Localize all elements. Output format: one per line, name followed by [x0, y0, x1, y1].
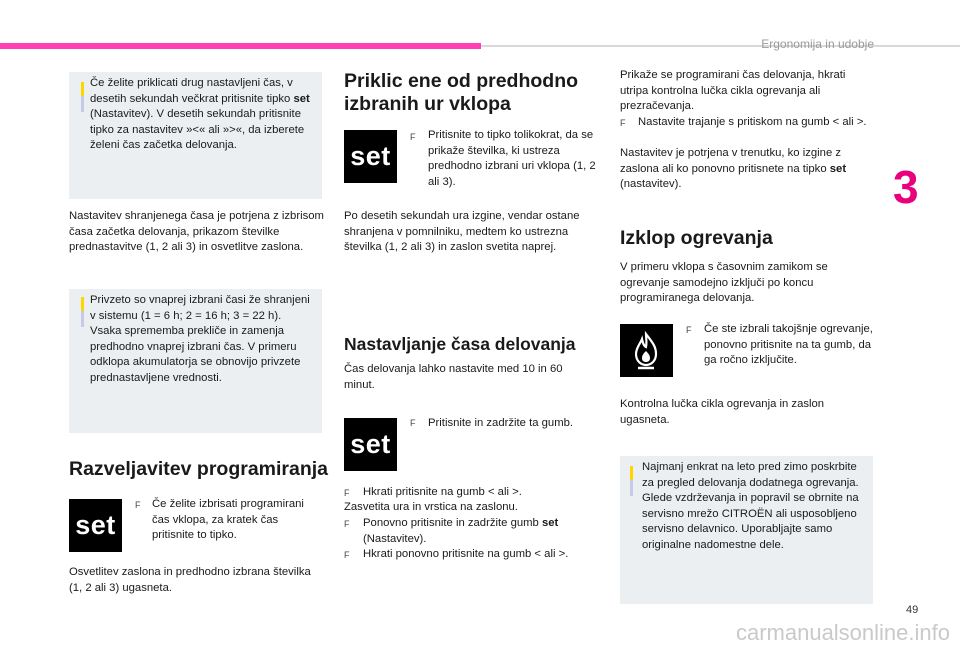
bullet-icon: F [620, 118, 626, 128]
set-label: set [350, 429, 391, 459]
note-text: Če želite priklicati drug nastavljeni čas, v desetih sekundah večkrat pritisnite tipko set (Nastavitev). V desetih sekundah pritisnite tipko za nastavitev »<« ali »>«, da izberete želeni čas začetka delovanja. [90, 77, 310, 151]
bullet-text-recall: Pritisnite to tipko tolikokrat, da se prikaže številka, ki ustreza predhodno izbrani uri vklopa (1, 2 ali 3). [428, 129, 596, 188]
bullet-set-duration: Nastavite trajanje s pritiskom na gumb < ali >. [638, 116, 867, 128]
flame-icon [620, 324, 673, 377]
paragraph-confirm: Nastavitev shranjenega časa je potrjena z izbrisom časa začetka delovanja, prikazom številke prednastavitve (1, 2 ali 3) in osvetlitve zaslona. [69, 210, 324, 253]
info-note-maintenance [620, 456, 873, 604]
paragraph-confirmed: Nastavitev je potrjena v trenutku, ko izgine z zaslona ali ko ponovno pritisnete na tipko set (nastavitev). [620, 147, 847, 190]
note-marker [630, 480, 633, 496]
set-button-icon: set [344, 130, 397, 183]
info-note-defaults [69, 289, 322, 433]
note-marker [81, 82, 84, 96]
paragraph-programmed-duration: Prikaže se programirani čas delovanja, hkrati utripa kontrolna lučka cikla ogrevanja ali prezračevanja. [620, 69, 846, 112]
section-title: Ergonomija in udobje [761, 37, 874, 51]
bullet-text-cancel: Če želite izbrisati programirani čas vklopa, za kratek čas pritisnite to tipko. [152, 498, 304, 541]
note-marker [630, 466, 633, 480]
note-marker [81, 96, 84, 112]
bullet-icon: F [410, 132, 416, 142]
note-marker [81, 311, 84, 327]
bullet-text-hold: Pritisnite in zadržite ta gumb. [428, 417, 574, 429]
bullet-icon: F [344, 488, 350, 498]
bullet-icon: F [410, 418, 416, 428]
header-rule [481, 45, 960, 47]
heading-set-duration: Nastavljanje časa delovanja [344, 334, 576, 354]
paragraph-auto-off: V primeru vklopa s časovnim zamikom se ogrevanje samodejno izključi po koncu programiranega delovanja. [620, 261, 828, 304]
bullet-icon: F [344, 519, 350, 529]
bullet-icon: F [135, 500, 141, 510]
heading-recall-preset: Priklic ene od predhodno izbranih ur vklopa [344, 70, 579, 115]
heading-heating-off: Izklop ogrevanja [620, 227, 773, 249]
note-text: Privzeto so vnaprej izbrani časi že shranjeni v sistemu (1 = 6 h; 2 = 16 h; 3 = 22 h). Vsaka sprememba prekliče in zamenja predhodno vnaprej izbrani čas. V primeru odklopa akumulatorja se obnovijo privzete prednastavljene vrednosti. [90, 294, 310, 384]
page-number: 49 [906, 604, 919, 616]
heading-cancel-programming: Razveljavitev programiranja [69, 458, 329, 480]
bullet-manual-off: Če ste izbrali takojšnje ogrevanje, ponovno pritisnite na ta gumb, da ga ročno izključite. [704, 323, 873, 366]
note-marker [81, 297, 84, 311]
flame-icon-graphic [620, 324, 673, 377]
paragraph-display-off: Osvetlitev zaslona in predhodno izbrana številka (1, 2 ali 3) ugasneta. [69, 566, 311, 594]
set-button-icon [344, 418, 397, 471]
watermark: carmanualsonline.info [735, 620, 950, 645]
paragraph-clock-lights: Zasvetita ura in vrstica na zaslonu. [344, 501, 518, 513]
paragraph-duration-range: Čas delovanja lahko nastavite med 10 in 60 minut. [344, 363, 563, 391]
chapter-number: 3 [893, 161, 919, 213]
header-accent-bar [0, 43, 481, 49]
set-button-icon: set [69, 499, 122, 552]
bullet-icon: F [686, 325, 692, 335]
step-press-arrows: Hkrati pritisnite na gumb < ali >. [363, 486, 522, 498]
step-hold-set: Ponovno pritisnite in zadržite gumb set (Nastavitev). [363, 517, 559, 545]
paragraph-after-ten-seconds: Po desetih sekundah ura izgine, vendar ostane shranjena v pomnilniku, medtem ko ustrezna številka (1, 2 ali 3) in zaslon svetita naprej. [344, 210, 580, 253]
bullet-icon: F [344, 550, 350, 560]
note-text: Najmanj enkrat na leto pred zimo poskrbite za pregled delovanja dodatnega ogrevanja. Glede vzdrževanja in popravil se obrnite na servisno mrežo CITROËN ali usposobljeno servisno delavnico. Uporabljajte samo originalne nadomestne dele. [642, 461, 859, 551]
step-press-arrows-again: Hkrati ponovno pritisnite na gumb < ali >. [363, 548, 569, 560]
paragraph-lights-off: Kontrolna lučka cikla ogrevanja in zaslon ugasneta. [620, 398, 825, 426]
info-note-recall [69, 72, 322, 199]
